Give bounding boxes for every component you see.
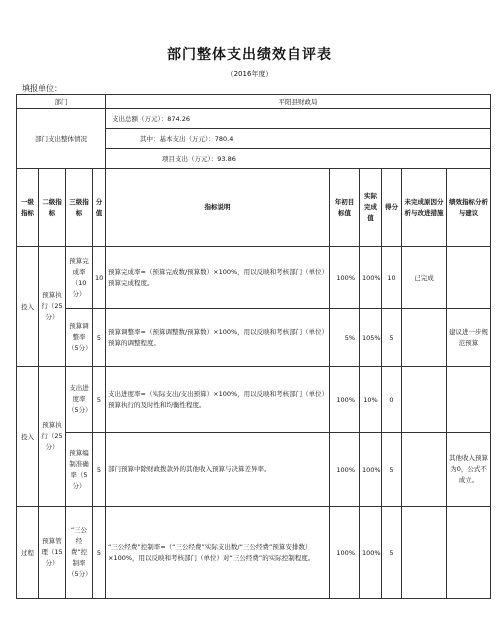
row-advice: 建议进一步规范预算 xyxy=(447,309,491,367)
row-score-value: 5 xyxy=(93,367,106,433)
row-score: 5 xyxy=(382,507,402,599)
header-l2: 二级指标 xyxy=(39,169,66,247)
header-l1: 一级指标 xyxy=(17,169,39,247)
row-l2: 预算管理（15分） xyxy=(39,507,66,599)
row-score-value: 5 xyxy=(93,309,106,367)
row-l3: 预算完成率（10分） xyxy=(66,247,93,309)
row-l2: 预算执行（25分） xyxy=(39,367,66,507)
row-desc: 预算调整率=（预算调整数/预算数）×100%，用以反映和考核部门（单位）预算的调整程度。 xyxy=(106,309,330,367)
header-score: 得分 xyxy=(382,169,402,247)
row-actual: 10% xyxy=(360,367,382,433)
header-actual: 实际完成值 xyxy=(360,169,382,247)
row-desc: 支出进度率=（实际支出/支出预算）×100%，用以反映和考核部门（单位）预算执行的及时性和均衡性程度。 xyxy=(106,367,330,433)
row-l3: “三公经费”控制率（5分） xyxy=(66,507,93,599)
row-advice: 其他收入预算为0，公式不成立。 xyxy=(447,433,491,507)
basic-expenditure: 其中：基本支出（万元）：780.4 xyxy=(106,129,491,149)
row-l3: 预算编制准确率（5分） xyxy=(66,433,93,507)
table-row xyxy=(17,433,491,507)
table-row xyxy=(17,507,491,599)
row-l1: 投入 xyxy=(17,247,39,367)
header-row xyxy=(17,169,491,247)
evaluation-table xyxy=(16,94,491,599)
table-row xyxy=(17,309,491,367)
header-desc: 指标说明 xyxy=(106,169,330,247)
row-reason: 已完成 xyxy=(402,247,447,309)
overall-label: 部门支出整体情况 xyxy=(17,109,106,169)
row-reason xyxy=(402,367,447,433)
row-l3: 预算调整率（5分） xyxy=(66,309,93,367)
row-score: 5 xyxy=(382,309,402,367)
row-desc: “三公经费”控制率=（“三公经费”实际支出数/“三公经费”预算安排数）×100%，用以反映和考核部门（单位）对“三公经费”的实际控制程度。 xyxy=(106,507,330,599)
row-score: 0 xyxy=(382,367,402,433)
row-desc: 预算完成率=（预算完成数/预算数）×100%，用以反映和考核部门（单位）预算完成程度。 xyxy=(106,247,330,309)
row-l1: 投入 xyxy=(17,367,39,507)
row-score-value: 5 xyxy=(93,507,106,599)
total-expenditure: 支出总额（万元）：874.26 xyxy=(106,109,491,129)
project-expenditure: 项目支出（万元）：93.86 xyxy=(106,149,491,169)
row-target: 100% xyxy=(330,367,360,433)
row-reason xyxy=(402,433,447,507)
header-score-value: 分值 xyxy=(93,169,106,247)
row-target: 100% xyxy=(330,507,360,599)
row-actual: 100% xyxy=(360,247,382,309)
row-target: 100% xyxy=(330,247,360,309)
row-advice xyxy=(447,247,491,309)
row-advice xyxy=(447,507,491,599)
dept-value: 平阳县财政局 xyxy=(106,95,491,109)
header-advice: 绩效指标分析与建议 xyxy=(447,169,491,247)
row-l3: 支出进度率（5分） xyxy=(66,367,93,433)
row-score-value: 5 xyxy=(93,433,106,507)
row-reason xyxy=(402,309,447,367)
row-actual: 105% xyxy=(360,309,382,367)
table-row xyxy=(17,367,491,433)
row-target: 100% xyxy=(330,433,360,507)
row-desc: 部门预算中除财政拨款外的其他收入预算与决算差异率。 xyxy=(106,433,330,507)
header-l3: 三级指标 xyxy=(66,169,93,247)
row-score: 10 xyxy=(382,247,402,309)
row-advice xyxy=(447,367,491,433)
row-l2: 预算执行（25分） xyxy=(39,247,66,367)
row-score: 5 xyxy=(382,433,402,507)
row-score-value: 10 xyxy=(93,247,106,309)
header-target: 年初目标值 xyxy=(330,169,360,247)
table-row xyxy=(17,247,491,309)
page-title: 部门整体支出绩效自评表 xyxy=(167,47,332,63)
row-reason xyxy=(402,507,447,599)
row-actual: 100% xyxy=(360,433,382,507)
header-reason: 未完成原因分析与改进措施 xyxy=(402,169,447,247)
unit-label: 填报单位： xyxy=(22,84,62,93)
row-l1: 过程 xyxy=(17,507,39,599)
report-year: （2016年度） xyxy=(226,70,273,78)
row-target: 5% xyxy=(330,309,360,367)
dept-label: 部门 xyxy=(17,95,106,109)
row-actual: 100% xyxy=(360,507,382,599)
